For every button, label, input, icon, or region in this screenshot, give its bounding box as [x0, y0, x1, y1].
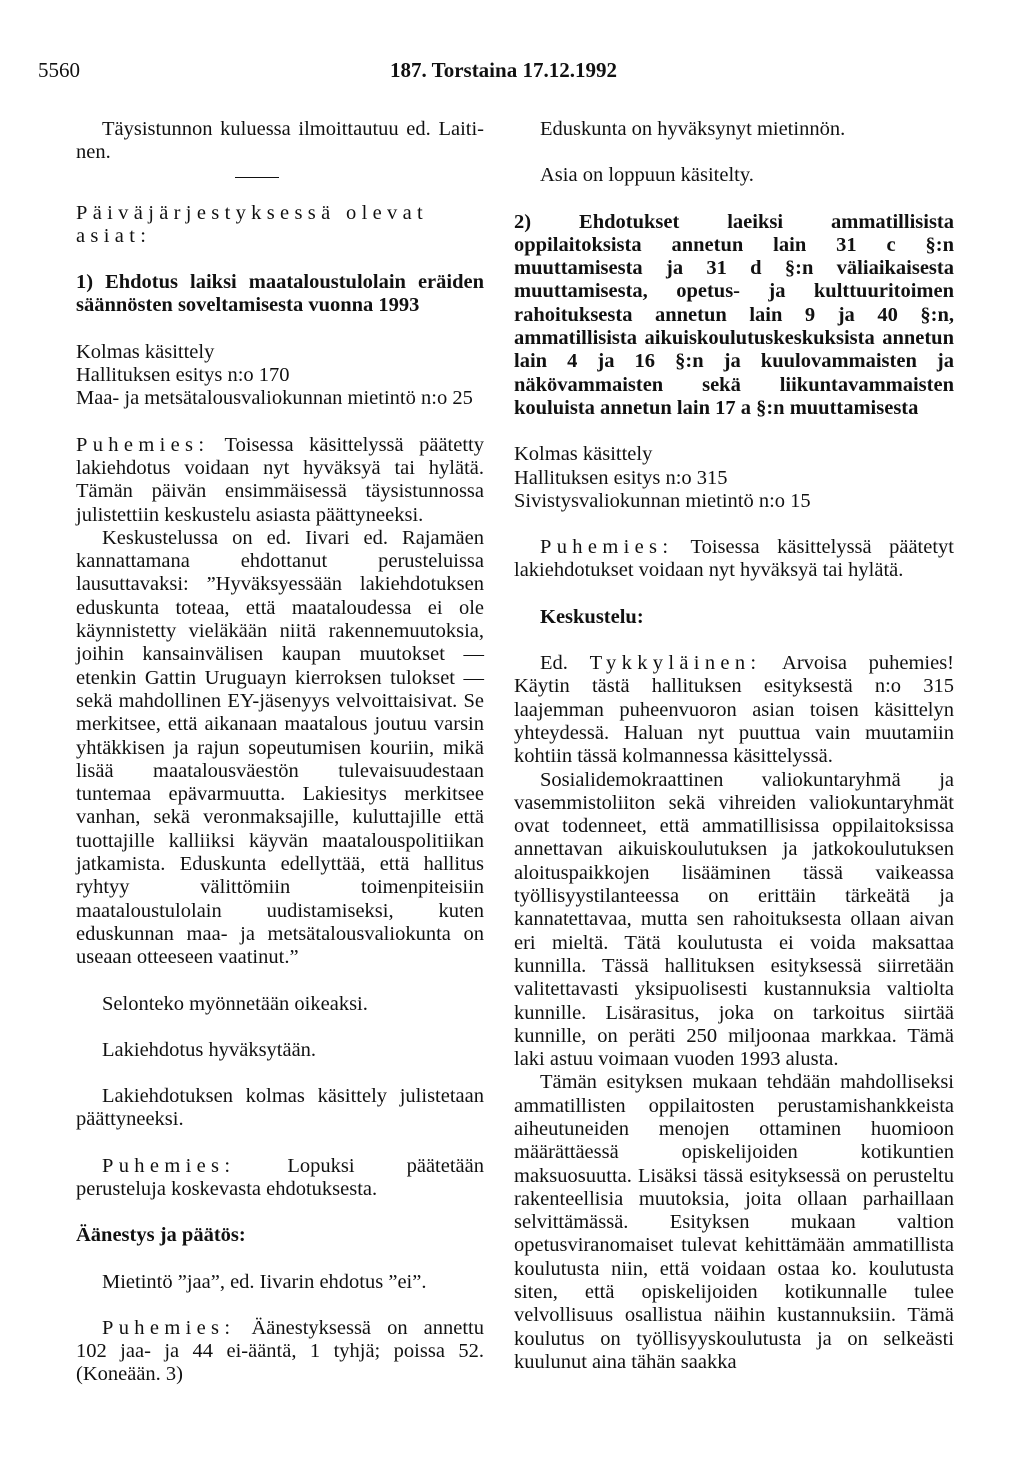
- vote-options: Mietintö ”jaa”, ed. Iivarin ehdotus ”ei”.: [102, 1270, 427, 1293]
- right-column: [514, 118, 954, 1374]
- matter-concluded: Asia on loppuun käsitelty.: [540, 164, 754, 187]
- item1-bill: Hallituksen esitys n:o 170: [76, 364, 290, 387]
- mp-name: Tykkyläinen:: [589, 652, 762, 675]
- mp-prefix: Ed.: [540, 652, 568, 675]
- debate-heading: Keskustelu:: [540, 605, 644, 628]
- item2-bill: Hallituksen esitys n:o 315: [514, 466, 728, 489]
- session-header: 187. Torstaina 17.12.1992: [390, 58, 617, 82]
- report-approved: Eduskunta on hyväksynyt mietinnön.: [540, 118, 846, 140]
- speaker-label: Puhemies:: [102, 1316, 236, 1339]
- speaker-label: Puhemies:: [540, 536, 674, 559]
- left-column: [76, 118, 484, 1387]
- mp-speech-1: Arvoisa puhemies! Käytin tästä hallituksen esityksestä n:o 315 laajemman puheenvuoron asian toisen käsittelyn yhteydessä. Haluan nyt puuttua vain muutamiin kohtiin tässä kolmannessa käsittelyssä.: [514, 652, 955, 768]
- vote-result: Äänestyksessä on annettu 102 jaa- ja 44 ei-ääntä, 1 tyhjä; poissa 52. (Koneään. 3): [76, 1316, 484, 1386]
- item1-report: Maa- ja metsätalousvaliokunnan mietintö n:o 25: [76, 387, 473, 410]
- vote-heading: Äänestys ja päätös:: [76, 1224, 246, 1247]
- agenda-heading: Päiväjärjestyksessä olevat asiat:: [76, 201, 429, 247]
- item2-reading: Kolmas käsittely: [514, 443, 653, 466]
- speaker-label: Puhemies:: [76, 433, 210, 456]
- item1-title: 1) Ehdotus laiksi maataloustulolain eräiden säännösten soveltamisesta vuonna 1993: [76, 271, 484, 317]
- item2-title: 2) Ehdotukset laeiksi ammatillisista oppilaitoksista annetun lain 31 c §:n muuttamisesta ja 31 d §:n väliaikaisesta muuttamisesta, opetus- ja kulttuuritoimen rahoituksesta annetun lain 9 ja 40 §:n, ammatillisista aikuiskoulutuskeskuksista annetun lain 4 ja 16 §:n ja kuulovammaisten ja näkövammaisten sekä liikuntavammaisten kouluista annetun lain 17 a §:n muuttamisesta: [514, 210, 954, 419]
- decision-2: Lakiehdotus hyväksytään.: [102, 1038, 317, 1061]
- decision-1: Selonteko myönnetään oikeaksi.: [102, 992, 368, 1015]
- speaker-statement: Lopuksi päätetään perusteluja koskevasta ehdotuksesta.: [76, 1154, 484, 1200]
- speaker-statement: Toisessa käsittelyssä päätetyt lakiehdotukset voidaan nyt hyväksyä tai hylätä.: [514, 536, 954, 582]
- item2-report: Sivistysvaliokunnan mietintö n:o 15: [514, 489, 811, 512]
- mp-speech-3: Tämän esityksen mukaan tehdään mahdolliseksi ammatillisten oppilaitosten perustamishankkeista aiheutuneiden menojen ottaminen huomioon määrättäessä opiskelijoiden kotikuntien maksuosuutta. Lisäksi tässä esityksessä on perusteltu rakenteellisia muutoksia, joita ollaan parhaillaan selvittämässä. Esityksen mukaan valtion opetusviranomaiset tulevat kehittämään ammatillista koulutusta niin, että voidaan ostaa ko. koulutusta siten, että opiskelijoiden kotikunnalle tulee velvollisuus osallistua näihin kustannuksiin. Tämä koulutus on työllisyyskoulutusta ja on selkeästi kuulunut aina tähän saakka: [514, 1071, 954, 1373]
- page-number: 5560: [38, 58, 80, 82]
- speaker-statement: Toisessa käsittelyssä päätetty lakiehdotus voidaan nyt hyväksyä tai hylätä. Tämän päivän ensimmäisessä täysistunnossa julistettiin keskustelu asiasta päättyneeksi.: [76, 433, 484, 526]
- speaker-label: Puhemies:: [102, 1154, 236, 1177]
- attendance-note: Täysistunnon kuluessa ilmoittautuu ed. Laiti-nen.: [76, 118, 484, 164]
- item1-reading: Kolmas käsittely: [76, 340, 215, 363]
- debate-summary: Keskustelussa on ed. Iivari ed. Rajamäen kannattamana ehdottanut perusteluissa lausuttavaksi: ”Hyväksyessään lakiehdotuksen eduskunta toteaa, että maataloudessa ei ole käynnistetty vieläkään niitä rakennemuutoksia, joihin kansainvälisen kaupan muutokset — etenkin Gattin Uruguayn kierroksen tulokset — sekä mahdollinen EY-jäsenyys velvoittaisivat. Se merkitsee, että aikanaan maatalous joutuu varsin yhtäkkisen ja rajun sopeutumisen kouriin, mikä lisää maatalousväestön tulevaisuudestaan tuntemaa epävarmuutta. Lakiesitys merkitsee vanhan, sekä veronmaksajille, kuluttajille että tuottajille kalliiksi käyvän maatalouspolitiikan jatkamista. Eduskunta edellyttää, että hallitus ryhtyy välittömiin toimenpiteisiin maataloustulolain uudistamiseksi, kuten eduskunnan maa- ja metsätalousvaliokunta on useaan otteeseen vaatinut.”: [76, 526, 484, 969]
- mp-speech-2: Sosialidemokraattinen valiokuntaryhmä ja vasemmistoliiton sekä vihreiden valiokuntaryhmät ovat todenneet, että ammatillisissa oppilaitoksissa annettavan aikuiskoulutuksen ja jatkokoulutuksen aloituspaikkojen lisääminen tässä vaikeassa työllisyystilanteessa on erittäin tärkeätä ja kannatettavaa, mutta sen rahoituksesta ollaan aivan eri mieltä. Tätä koulutusta ei voida maksattaa kunnilla. Tässä hallituksen esityksessä siirretään valitettavasti yksipuolisesti kustannuksia valtiolta kunnille. Lisärasitus, joka on tarkoitus siirtää kunnille, on peräti 250 miljoonaa markkaa. Tämä laki astuu voimaan vuoden 1993 alusta.: [514, 768, 954, 1071]
- decision-3: Lakiehdotuksen kolmas käsittely julistetaan päättyneeksi.: [76, 1085, 484, 1131]
